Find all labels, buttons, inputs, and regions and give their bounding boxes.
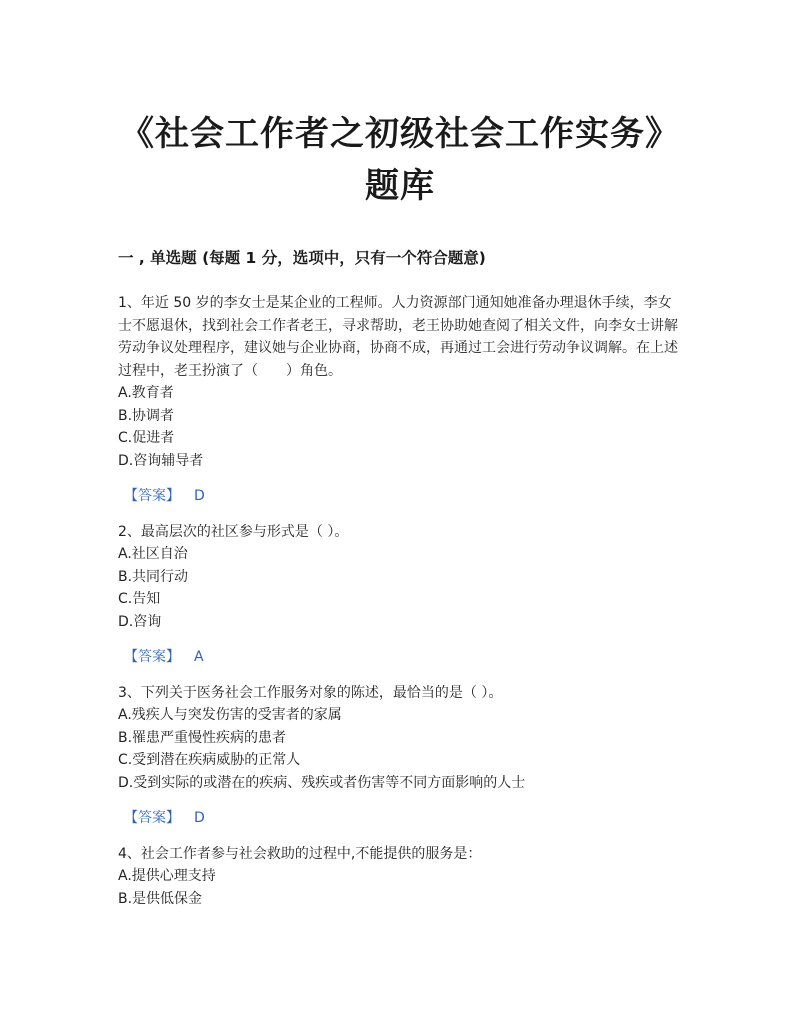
document-title-line2: 题库 xyxy=(365,166,435,206)
option-a: A.社区自治 xyxy=(118,546,188,562)
option-a: A.残疾人与突发伤害的受害者的家属 xyxy=(118,707,342,723)
question-text: 3、下列关于医务社会工作服务对象的陈述，最恰当的是（ ）。 xyxy=(118,684,503,701)
option-b: B.共同行动 xyxy=(118,568,189,585)
option-d: D.受到实际的或潜在的疾病、残疾或者伤害等不同方面影响的人士 xyxy=(118,774,526,791)
option-d: D.咨询 xyxy=(118,613,162,630)
section-heading: 一 , 单选题 (每题 1 分，选项中，只有一个符合题意) xyxy=(118,249,486,267)
question-text: 2、最高层次的社区参与形式是（ ）。 xyxy=(118,523,349,540)
option-c: C.告知 xyxy=(118,591,161,607)
answer-label: 【答案】 xyxy=(124,488,180,504)
question-text: 1、年近 50 岁的李女士是某企业的工程师。人力资源部门通知她准备办理退休手续，李女士不愿退休，找到社会工作者老王，寻求帮助，老王协助她查阅了相关文件，向李女士讲解劳动争议处理程序，建议她与企业协商，协商不成，再通过工会进行劳动争议调解。在上述过程中，老王扮演了（ ）角色。 xyxy=(118,295,678,379)
answer-value: D xyxy=(194,488,205,504)
question-4 xyxy=(118,843,684,911)
answer-line xyxy=(124,646,684,669)
answer-label: 【答案】 xyxy=(124,649,180,665)
question-3 xyxy=(118,682,684,830)
answer-value: D xyxy=(194,810,205,826)
question-2 xyxy=(118,521,684,669)
question-1 xyxy=(118,292,684,508)
option-b: B.罹患严重慢性疾病的患者 xyxy=(118,729,287,746)
option-b: B.是供低保金 xyxy=(118,890,203,907)
option-c: C.促进者 xyxy=(118,430,175,446)
answer-line xyxy=(124,485,684,508)
option-c: C.受到潜在疾病威胁的正常人 xyxy=(118,752,301,768)
question-list xyxy=(118,292,684,910)
option-a: A.提供心理支持 xyxy=(118,868,216,884)
answer-label: 【答案】 xyxy=(124,810,180,826)
answer-value: A xyxy=(194,649,204,665)
document-title-line1: 《社会工作者之初级社会工作实务》 xyxy=(120,114,680,154)
option-a: A.教育者 xyxy=(118,385,174,401)
question-text: 4、社会工作者参与社会救助的过程中,不能提供的服务是： xyxy=(118,845,482,862)
answer-line xyxy=(124,807,684,830)
option-d: D.咨询辅导者 xyxy=(118,452,204,469)
option-b: B.协调者 xyxy=(118,407,175,424)
